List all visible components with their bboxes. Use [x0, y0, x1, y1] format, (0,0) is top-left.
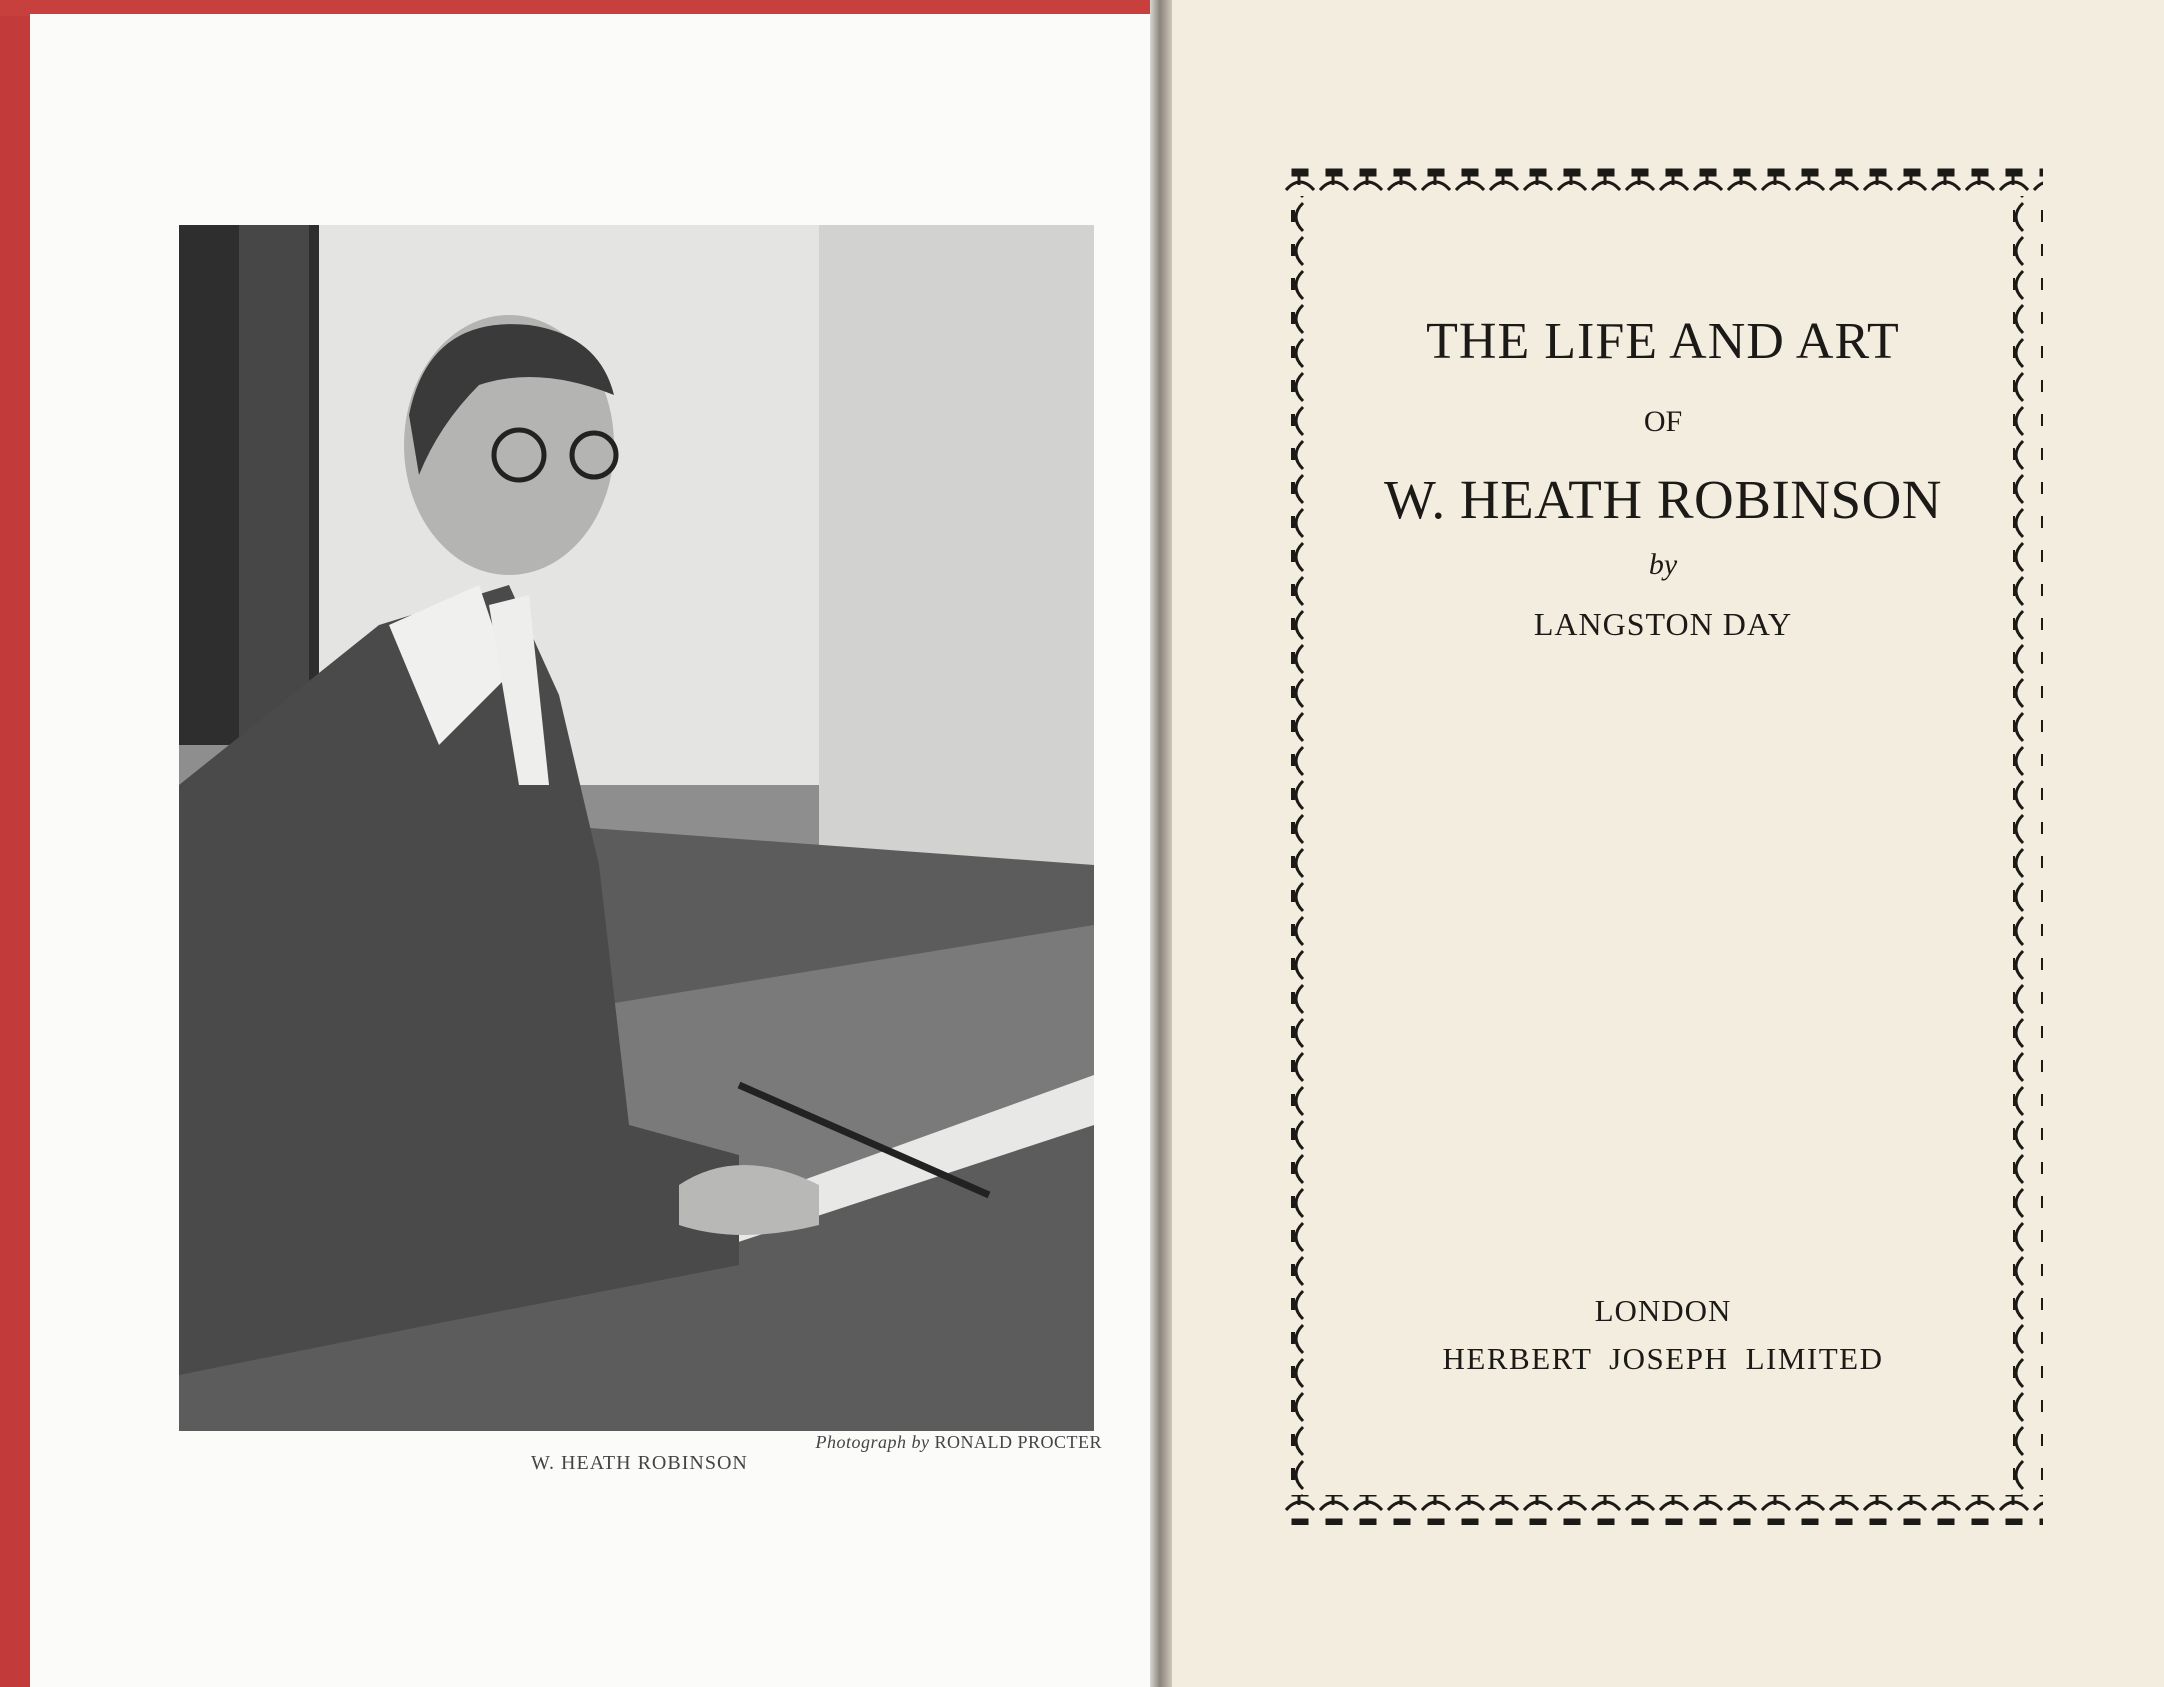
- credit-prefix: Photograph by: [815, 1432, 930, 1452]
- photo-caption: W. HEATH ROBINSON: [531, 1452, 748, 1474]
- credit-name: RONALD PROCTER: [934, 1432, 1102, 1452]
- by-line: by: [1648, 548, 1678, 581]
- publisher-city: LONDON: [1594, 1293, 1732, 1328]
- book-gutter: [1150, 0, 1172, 1687]
- portrait-photograph: [179, 225, 1094, 1431]
- title-line-2: OF: [1643, 405, 1683, 438]
- title-line-3: W. HEATH ROBINSON: [1383, 469, 1943, 530]
- publisher: HERBERT JOSEPH LIMITED: [1442, 1341, 1884, 1376]
- title-line-1: THE LIFE AND ART: [1426, 313, 1900, 370]
- author: LANGSTON DAY: [1533, 606, 1793, 642]
- photo-credit: [815, 1432, 1102, 1453]
